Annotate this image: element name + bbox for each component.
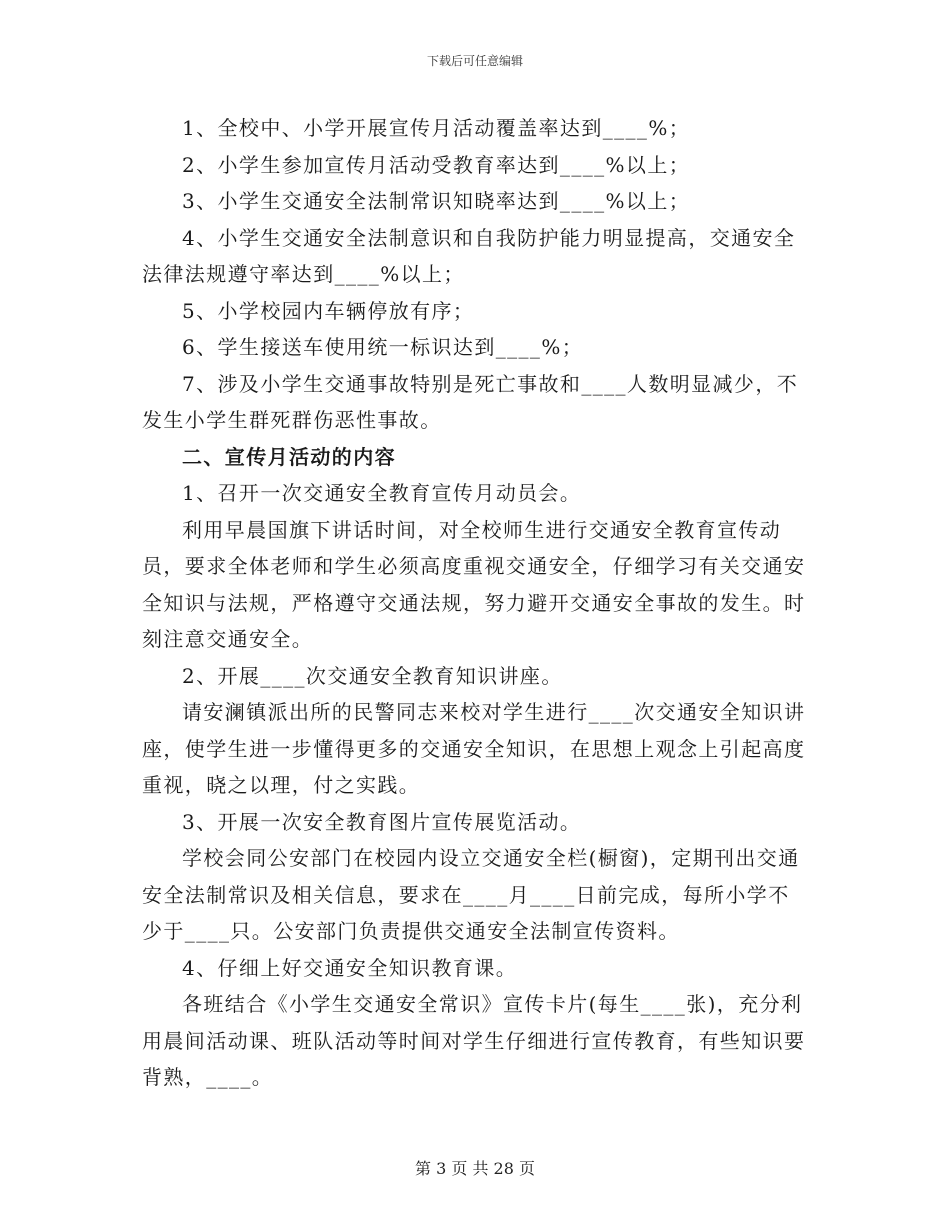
goal-item-7: 7、涉及小学生交通事故特别是死亡事故和____人数明显减少，不发生小学生群死群伤恶性事故。 bbox=[142, 371, 799, 432]
goal-item-2: 2、小学生参加宣传月活动受教育率达到____%以上； bbox=[182, 152, 691, 177]
goal-item-4: 4、小学生交通安全法制意识和自我防护能力明显提高，交通安全法律法规遵守率达到____%以上； bbox=[142, 225, 796, 286]
goal-item-6: 6、学生接送车使用统一标识达到____%； bbox=[182, 335, 584, 359]
content-item-4-body: 各班结合《小学生交通安全常识》宣传卡片(每生____张)，充分利用晨间活动课、班队活动等时间对学生仔细进行宣传教育，有些知识要背熟，____。 bbox=[142, 992, 806, 1089]
section-heading: 二、宣传月活动的内容 bbox=[182, 444, 396, 469]
content-item-2-title: 2、开展____次交通安全教育知识讲座。 bbox=[182, 663, 563, 688]
content-item-1-title: 1、召开一次交通安全教育宣传月动员会。 bbox=[182, 481, 582, 505]
goal-item-5: 5、小学校园内车辆停放有序； bbox=[182, 298, 475, 323]
page-number-footer: 第 3 页 共 28 页 bbox=[415, 1159, 535, 1178]
goal-item-3: 3、小学生交通安全法制常识知晓率达到____%以上； bbox=[182, 189, 691, 213]
document-body bbox=[142, 110, 808, 1096]
content-item-3-body: 学校会同公安部门在校园内设立交通安全栏(橱窗)，定期刊出交通安全法制常识及相关信息，要求在____月____日前完成，每所小学不少于____只。公安部门负责提供交通安全法制宣传资料。 bbox=[142, 846, 800, 943]
content-item-2-body: 请安澜镇派出所的民警同志来校对学生进行____次交通安全知识讲座，使学生进一步懂得更多的交通安全知识，在思想上观念上引起高度重视，晓之以理，付之实践。 bbox=[142, 700, 806, 797]
content-item-3-title: 3、开展一次安全教育图片宣传展览活动。 bbox=[182, 809, 582, 834]
content-item-1-body: 利用早晨国旗下讲话时间，对全校师生进行交通安全教育宣传动员，要求全体老师和学生必须高度重视交通安全，仔细学习有关交通安全知识与法规，严格遵守交通法规，努力避开交通安全事故的发生。时刻注意交通安全。 bbox=[142, 517, 806, 651]
page-header-note: 下载后可任意编辑 bbox=[426, 54, 523, 68]
content-item-4-title: 4、仔细上好交通安全知识教育课。 bbox=[182, 955, 518, 980]
goal-item-1: 1、全校中、小学开展宣传月活动覆盖率达到____%； bbox=[182, 116, 691, 140]
